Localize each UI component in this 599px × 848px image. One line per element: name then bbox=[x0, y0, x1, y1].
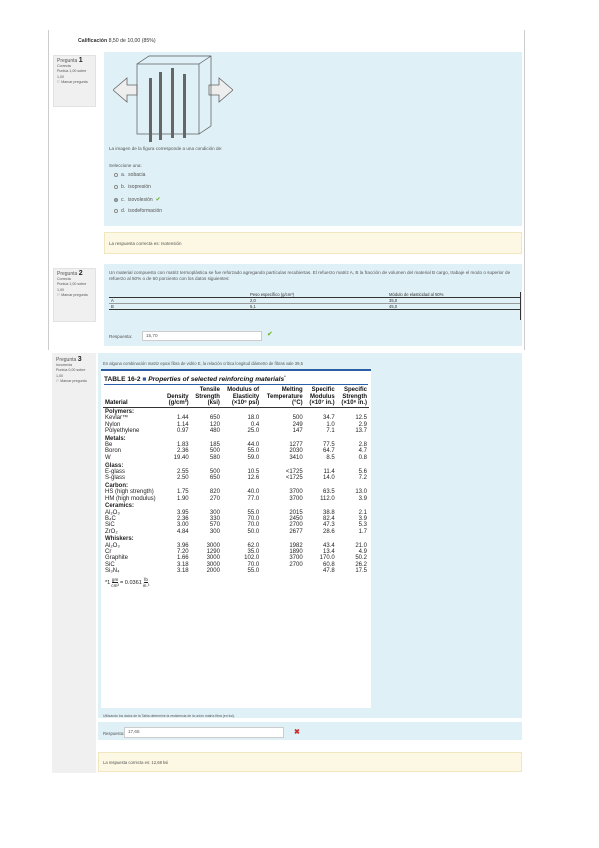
table-group-label: Polymers: bbox=[105, 409, 135, 416]
table-cell: 64.7 bbox=[322, 448, 335, 455]
table-cell: 3.00 bbox=[176, 522, 189, 529]
table-title: TABLE 16-2 ■ Properties of selected reinforcing materials* bbox=[104, 374, 286, 384]
table-cell: 1290 bbox=[206, 548, 220, 555]
table-cell: Al₂O₃ bbox=[105, 509, 120, 516]
composite-figure bbox=[113, 54, 233, 150]
option-d-radio[interactable] bbox=[114, 209, 118, 213]
table-cell: 3700 bbox=[289, 495, 303, 502]
option-b-radio[interactable] bbox=[114, 185, 118, 189]
question-status: Correcta bbox=[57, 64, 71, 69]
table-cell: 1.7 bbox=[358, 528, 367, 535]
table-cell: 19.40 bbox=[173, 454, 189, 461]
table-header-cell: Density bbox=[166, 393, 189, 400]
table-cell: 8.5 bbox=[326, 454, 335, 461]
table-cell: 2.1 bbox=[358, 509, 367, 516]
table-group-label: Glass: bbox=[105, 462, 124, 469]
table-cell: SiC bbox=[105, 561, 115, 568]
table-cell: ZrO₂ bbox=[105, 528, 118, 535]
table-cell: 2015 bbox=[289, 509, 303, 516]
option-a-radio[interactable] bbox=[114, 173, 118, 177]
table-cell: 2.50 bbox=[176, 475, 189, 482]
table-cell: 35.0 bbox=[247, 548, 260, 555]
table-header-cell: Temperature bbox=[266, 393, 303, 400]
table-cell: 2.55 bbox=[176, 468, 189, 475]
table-cell: 62.0 bbox=[247, 542, 260, 549]
table-cell: 1.66 bbox=[176, 555, 189, 562]
table-cell: 82.4 bbox=[322, 515, 335, 522]
table-header-cell: (g/cm³) bbox=[168, 400, 189, 407]
table-cell: 3000 bbox=[206, 555, 220, 562]
grade-value: 8,50 de 10,00 (85%) bbox=[108, 38, 156, 44]
table-cell: 300 bbox=[209, 528, 220, 535]
table-cell: 820 bbox=[209, 489, 220, 496]
question-status: Incorrecta bbox=[56, 363, 72, 368]
table-cell: 5.6 bbox=[358, 468, 367, 475]
table-cell: A bbox=[111, 298, 114, 303]
table-cell: 500 bbox=[209, 448, 220, 455]
table-cell: 45,0 bbox=[389, 304, 398, 309]
table-cell: 0.4 bbox=[250, 421, 260, 428]
table-cell: 500 bbox=[209, 468, 220, 475]
question-3-prompt: En alguna combinación matriz epoxi fibra de vidrio E, la relación crítica longitud diámetro de fibras vale 39,5 bbox=[103, 361, 303, 366]
question-3-sidebar bbox=[52, 353, 96, 773]
table-cell: 28.6 bbox=[322, 528, 335, 535]
table-cell: 1.14 bbox=[176, 421, 189, 428]
question-score: Puntúa 0,00 sobre 1,00 bbox=[56, 368, 86, 378]
grade-label: Calificación bbox=[78, 38, 108, 44]
answer-label: Respuesta: bbox=[103, 731, 125, 736]
table-cell: 270 bbox=[209, 495, 220, 502]
table-header-cell: (°C) bbox=[291, 400, 303, 407]
table-group-row bbox=[103, 407, 369, 415]
arrow-left-icon bbox=[113, 78, 137, 102]
table-cell: 1.90 bbox=[176, 495, 189, 502]
table-cell: 17.5 bbox=[355, 567, 367, 574]
table-cell: 44.0 bbox=[247, 442, 260, 449]
table-cell: 55.0 bbox=[247, 448, 260, 455]
table-group-label: Metals: bbox=[105, 435, 126, 442]
table-cell: 2677 bbox=[289, 528, 303, 535]
table-cell: 77.5 bbox=[322, 442, 335, 449]
table-cell: 2450 bbox=[289, 515, 303, 522]
table-cell: 11.4 bbox=[323, 468, 335, 475]
table-cell: 4.9 bbox=[358, 548, 367, 555]
table-cell: 70.0 bbox=[247, 522, 260, 529]
table-cell: 7.20 bbox=[176, 548, 189, 555]
table-cell: 2030 bbox=[289, 448, 303, 455]
question-2-table bbox=[109, 292, 521, 310]
table-cell: 580 bbox=[209, 454, 220, 461]
table-cell: 40.0 bbox=[247, 489, 260, 496]
flag-icon: ⚐ bbox=[57, 292, 61, 297]
table-cell: 3.95 bbox=[176, 509, 189, 516]
option-c[interactable]: c. isovolesión ✔ bbox=[114, 196, 161, 203]
table-cell: 170.0 bbox=[319, 555, 335, 562]
table-cell: 21.0 bbox=[355, 542, 367, 549]
table-cell: 1.44 bbox=[176, 415, 189, 422]
table-header-cell: Modulus of bbox=[227, 387, 260, 394]
table-cell: 1277 bbox=[289, 442, 303, 449]
flag-icon: ⚐ bbox=[56, 378, 60, 383]
table-cell: 18.0 bbox=[247, 415, 260, 422]
table-group-row bbox=[103, 461, 369, 469]
table-cell: 59.0 bbox=[247, 454, 260, 461]
table-cell: 500 bbox=[292, 415, 303, 422]
option-b[interactable]: b. isopresión bbox=[114, 184, 151, 190]
table-cell: Cr bbox=[105, 548, 112, 555]
table-cell: 13.7 bbox=[355, 428, 367, 435]
table-title-marker: ■ bbox=[142, 376, 147, 384]
question-1-prompt: La imagen de la figura corresponde a una condición de: bbox=[109, 146, 223, 151]
table-cell: 1.83 bbox=[176, 442, 189, 449]
question-3-feedback: La respuesta correcta es: 12,68 ksi bbox=[98, 752, 522, 772]
table-cell: 3000 bbox=[206, 542, 220, 549]
table-cell: 5.3 bbox=[358, 522, 367, 529]
option-d[interactable]: d. isodeformación bbox=[114, 208, 162, 214]
table-cell: Nylon bbox=[105, 421, 121, 428]
table-header-cell: (×10⁶ psi) bbox=[231, 400, 260, 407]
table-cell: 3700 bbox=[289, 555, 303, 562]
table-cell: 38.8 bbox=[322, 509, 335, 516]
table-cell: W bbox=[105, 454, 111, 461]
option-c-radio[interactable] bbox=[114, 198, 118, 202]
table-cell: 147 bbox=[292, 428, 303, 435]
arrow-right-icon bbox=[209, 78, 233, 102]
table-cell: 55.0 bbox=[247, 509, 260, 516]
table-header-cell: Strength bbox=[195, 393, 220, 400]
table-cell: 4.84 bbox=[176, 528, 189, 535]
table-cell: Si₃N₄ bbox=[105, 567, 120, 574]
table-cell: 2.36 bbox=[176, 448, 189, 455]
table-cell: 120 bbox=[209, 421, 220, 428]
table-cell: 3.9 bbox=[358, 495, 367, 502]
table-cell: 13.4 bbox=[322, 548, 335, 555]
question-2-info bbox=[53, 268, 96, 322]
table-cell: 34.7 bbox=[322, 415, 335, 422]
question-number: Pregunta 1 bbox=[57, 57, 83, 64]
table-cell: 570 bbox=[209, 522, 220, 529]
flag-question-link[interactable]: ⚐ Marcar pregunta bbox=[56, 378, 87, 383]
table-cell: 63.5 bbox=[322, 489, 335, 496]
check-icon: ✔ bbox=[155, 197, 161, 203]
table-group-row bbox=[103, 434, 369, 442]
table-cell: 480 bbox=[209, 428, 220, 435]
flag-question-link[interactable]: ⚐ Marcar pregunta bbox=[57, 79, 88, 84]
table-cell: 70.0 bbox=[247, 561, 260, 568]
table-cell: 3.9 bbox=[358, 515, 367, 522]
table-cell: 7.2 bbox=[358, 475, 367, 482]
page-border-right bbox=[524, 30, 525, 350]
table-cell: <1725 bbox=[285, 475, 303, 482]
table-header-cell: Peso específico (g/cm³) bbox=[250, 292, 294, 297]
question-3-instruction: Utilizando los datos de la Tabla determine la resistencia de la unión matriz-fibra (en ksi). bbox=[103, 714, 235, 718]
table-cell: 12.6 bbox=[247, 475, 260, 482]
table-cell: 4.7 bbox=[358, 448, 367, 455]
table-cell: 2700 bbox=[289, 522, 303, 529]
table-cell: 13.0 bbox=[355, 489, 367, 496]
properties-table-figure bbox=[101, 369, 371, 708]
table-header-row bbox=[103, 400, 369, 407]
question-score: Puntúa 1,00 sobre 1,00 bbox=[57, 69, 87, 79]
table-header-cell: Specific bbox=[343, 387, 367, 394]
table-group-label: Whiskers: bbox=[105, 536, 134, 543]
table-cell: 0.8 bbox=[358, 454, 367, 461]
table-cell: 1982 bbox=[289, 542, 303, 549]
table-cell: 2.9 bbox=[358, 421, 367, 428]
table-cell: 70.0 bbox=[247, 515, 260, 522]
answer-input[interactable]: 15,70 bbox=[142, 331, 262, 341]
table-cell: Kevlar™ bbox=[105, 415, 129, 422]
table-cell: 3.18 bbox=[176, 561, 189, 568]
select-one-label: Seleccione una: bbox=[109, 163, 142, 168]
table-cell: 185 bbox=[209, 442, 220, 449]
check-icon: ✔ bbox=[267, 331, 273, 338]
table-cell: 43.4 bbox=[322, 542, 335, 549]
table-cell: 3410 bbox=[289, 454, 303, 461]
table-cell: 1890 bbox=[289, 548, 303, 555]
question-score: Puntúa 1,00 sobre 1,00 bbox=[57, 282, 87, 292]
table-group-row bbox=[103, 481, 369, 489]
table-header-cell: Módulo de elasticidad al 50% bbox=[389, 292, 444, 297]
table-cell: B₄C bbox=[105, 515, 116, 522]
table-cell: 2.36 bbox=[176, 515, 189, 522]
table-cell: HM (high modulus) bbox=[105, 495, 156, 502]
table-cell: 0.97 bbox=[176, 428, 189, 435]
table-header-cell: (×10⁷ in.) bbox=[309, 400, 335, 407]
question-3-info bbox=[53, 355, 95, 403]
table-cell: 55.0 bbox=[247, 567, 260, 574]
table-cell: Graphite bbox=[105, 555, 129, 562]
answer-input[interactable]: 17,65 bbox=[124, 727, 284, 738]
table-group-label: Ceramics: bbox=[105, 503, 135, 510]
table-cell: <1725 bbox=[285, 468, 303, 475]
table-cell: 650 bbox=[209, 475, 220, 482]
grade-summary bbox=[78, 38, 156, 44]
question-2-prompt: Un material compuesto con matriz termoplástica se fue reforzado agregando partículas recubiertas. El refuerzo matriz A, B la fracción de volumen del material B cargo, trabaje el modo o superior de refuerzo al 50% o de 60 porciento con los datos siguientes: bbox=[109, 270, 511, 282]
table-header-cell: Specific bbox=[311, 387, 335, 394]
properties-table bbox=[103, 387, 369, 574]
table-cell: 3.96 bbox=[176, 542, 189, 549]
table-cell: 3700 bbox=[289, 489, 303, 496]
option-a[interactable]: a. sobacia bbox=[114, 172, 145, 178]
table-cell: 12.5 bbox=[355, 415, 367, 422]
table-cell: 2,0 bbox=[250, 298, 256, 303]
table-header-cell: (ksi) bbox=[207, 400, 220, 407]
table-cell: 50.0 bbox=[247, 528, 260, 535]
table-cell: 3000 bbox=[206, 561, 220, 568]
table-cell: Polyethylene bbox=[105, 428, 140, 435]
table-header-cell: Elasticity bbox=[232, 393, 260, 400]
table-row bbox=[109, 304, 521, 310]
table-cell: E-glass bbox=[105, 468, 126, 475]
table-header-cell: Tensile bbox=[199, 387, 220, 394]
table-cell: 102.0 bbox=[244, 555, 260, 562]
table-cell: 1.0 bbox=[326, 421, 335, 428]
table-header-cell: (×10⁶ in.) bbox=[341, 400, 367, 407]
table-header-cell: Modulus bbox=[310, 393, 335, 400]
table-cell: 10.5 bbox=[247, 468, 260, 475]
table-group-label: Carbon: bbox=[105, 482, 128, 489]
question-number: Pregunta 2 bbox=[57, 270, 83, 277]
table-cell: 14.0 bbox=[322, 475, 335, 482]
table-header-cell: Strength bbox=[342, 393, 367, 400]
table-cell: 77.0 bbox=[247, 495, 260, 502]
footnote: *1 $\frac{gm}{\text{cm³}}$ = 0.0361 lb in.³ bbox=[105, 577, 150, 589]
question-1-feedback: La respuesta correcta es: Isotensión bbox=[104, 232, 522, 254]
table-border-right bbox=[520, 292, 521, 320]
table-cell: Boron bbox=[105, 448, 122, 455]
table-header-cell: Melting bbox=[281, 387, 303, 394]
table-cell: 330 bbox=[209, 515, 220, 522]
page-border-left bbox=[48, 30, 49, 350]
table-group-row bbox=[103, 535, 369, 543]
table-cell: 2000 bbox=[206, 567, 220, 574]
table-cell: 26.2 bbox=[355, 561, 367, 568]
table-cell: 112.0 bbox=[320, 495, 335, 502]
answer-label: Respuesta: bbox=[109, 334, 133, 339]
flag-icon: ⚐ bbox=[57, 79, 61, 84]
table-cell: 47.8 bbox=[322, 567, 335, 574]
table-group-row bbox=[103, 502, 369, 510]
table-cell: 2700 bbox=[289, 561, 303, 568]
table-cell: 25.0 bbox=[247, 428, 260, 435]
table-cell: Al₂O₃ bbox=[105, 542, 120, 549]
table-cell: 650 bbox=[209, 415, 220, 422]
table-cell: 50.2 bbox=[355, 555, 367, 562]
table-cell: 249 bbox=[292, 421, 303, 428]
table-cell: HS (high strength) bbox=[105, 489, 154, 496]
flag-question-link[interactable]: ⚐ Marcar pregunta bbox=[57, 292, 88, 297]
table-cell: B bbox=[111, 304, 114, 309]
question-1-info bbox=[53, 55, 96, 107]
table-cell: 5,1 bbox=[250, 304, 256, 309]
table-cell: 35,0 bbox=[389, 298, 398, 303]
incorrect-icon: ✖ bbox=[294, 729, 300, 736]
table-cell: 3.18 bbox=[176, 567, 189, 574]
table-header-cell: Material bbox=[105, 400, 128, 407]
table-cell: 1.75 bbox=[176, 489, 189, 496]
table-cell: 300 bbox=[209, 509, 220, 516]
table-cell: Be bbox=[105, 442, 113, 449]
table-title-rule bbox=[104, 384, 368, 385]
table-cell: 60.8 bbox=[322, 561, 335, 568]
table-cell: 2.8 bbox=[358, 442, 367, 449]
question-status: Correcta bbox=[57, 277, 71, 282]
table-cell: 47.3 bbox=[322, 522, 335, 529]
table-cell: 7.1 bbox=[326, 428, 335, 435]
question-number: Pregunta 3 bbox=[56, 356, 82, 363]
table-cell: SiC bbox=[105, 522, 115, 529]
table-cell: S-glass bbox=[105, 475, 126, 482]
